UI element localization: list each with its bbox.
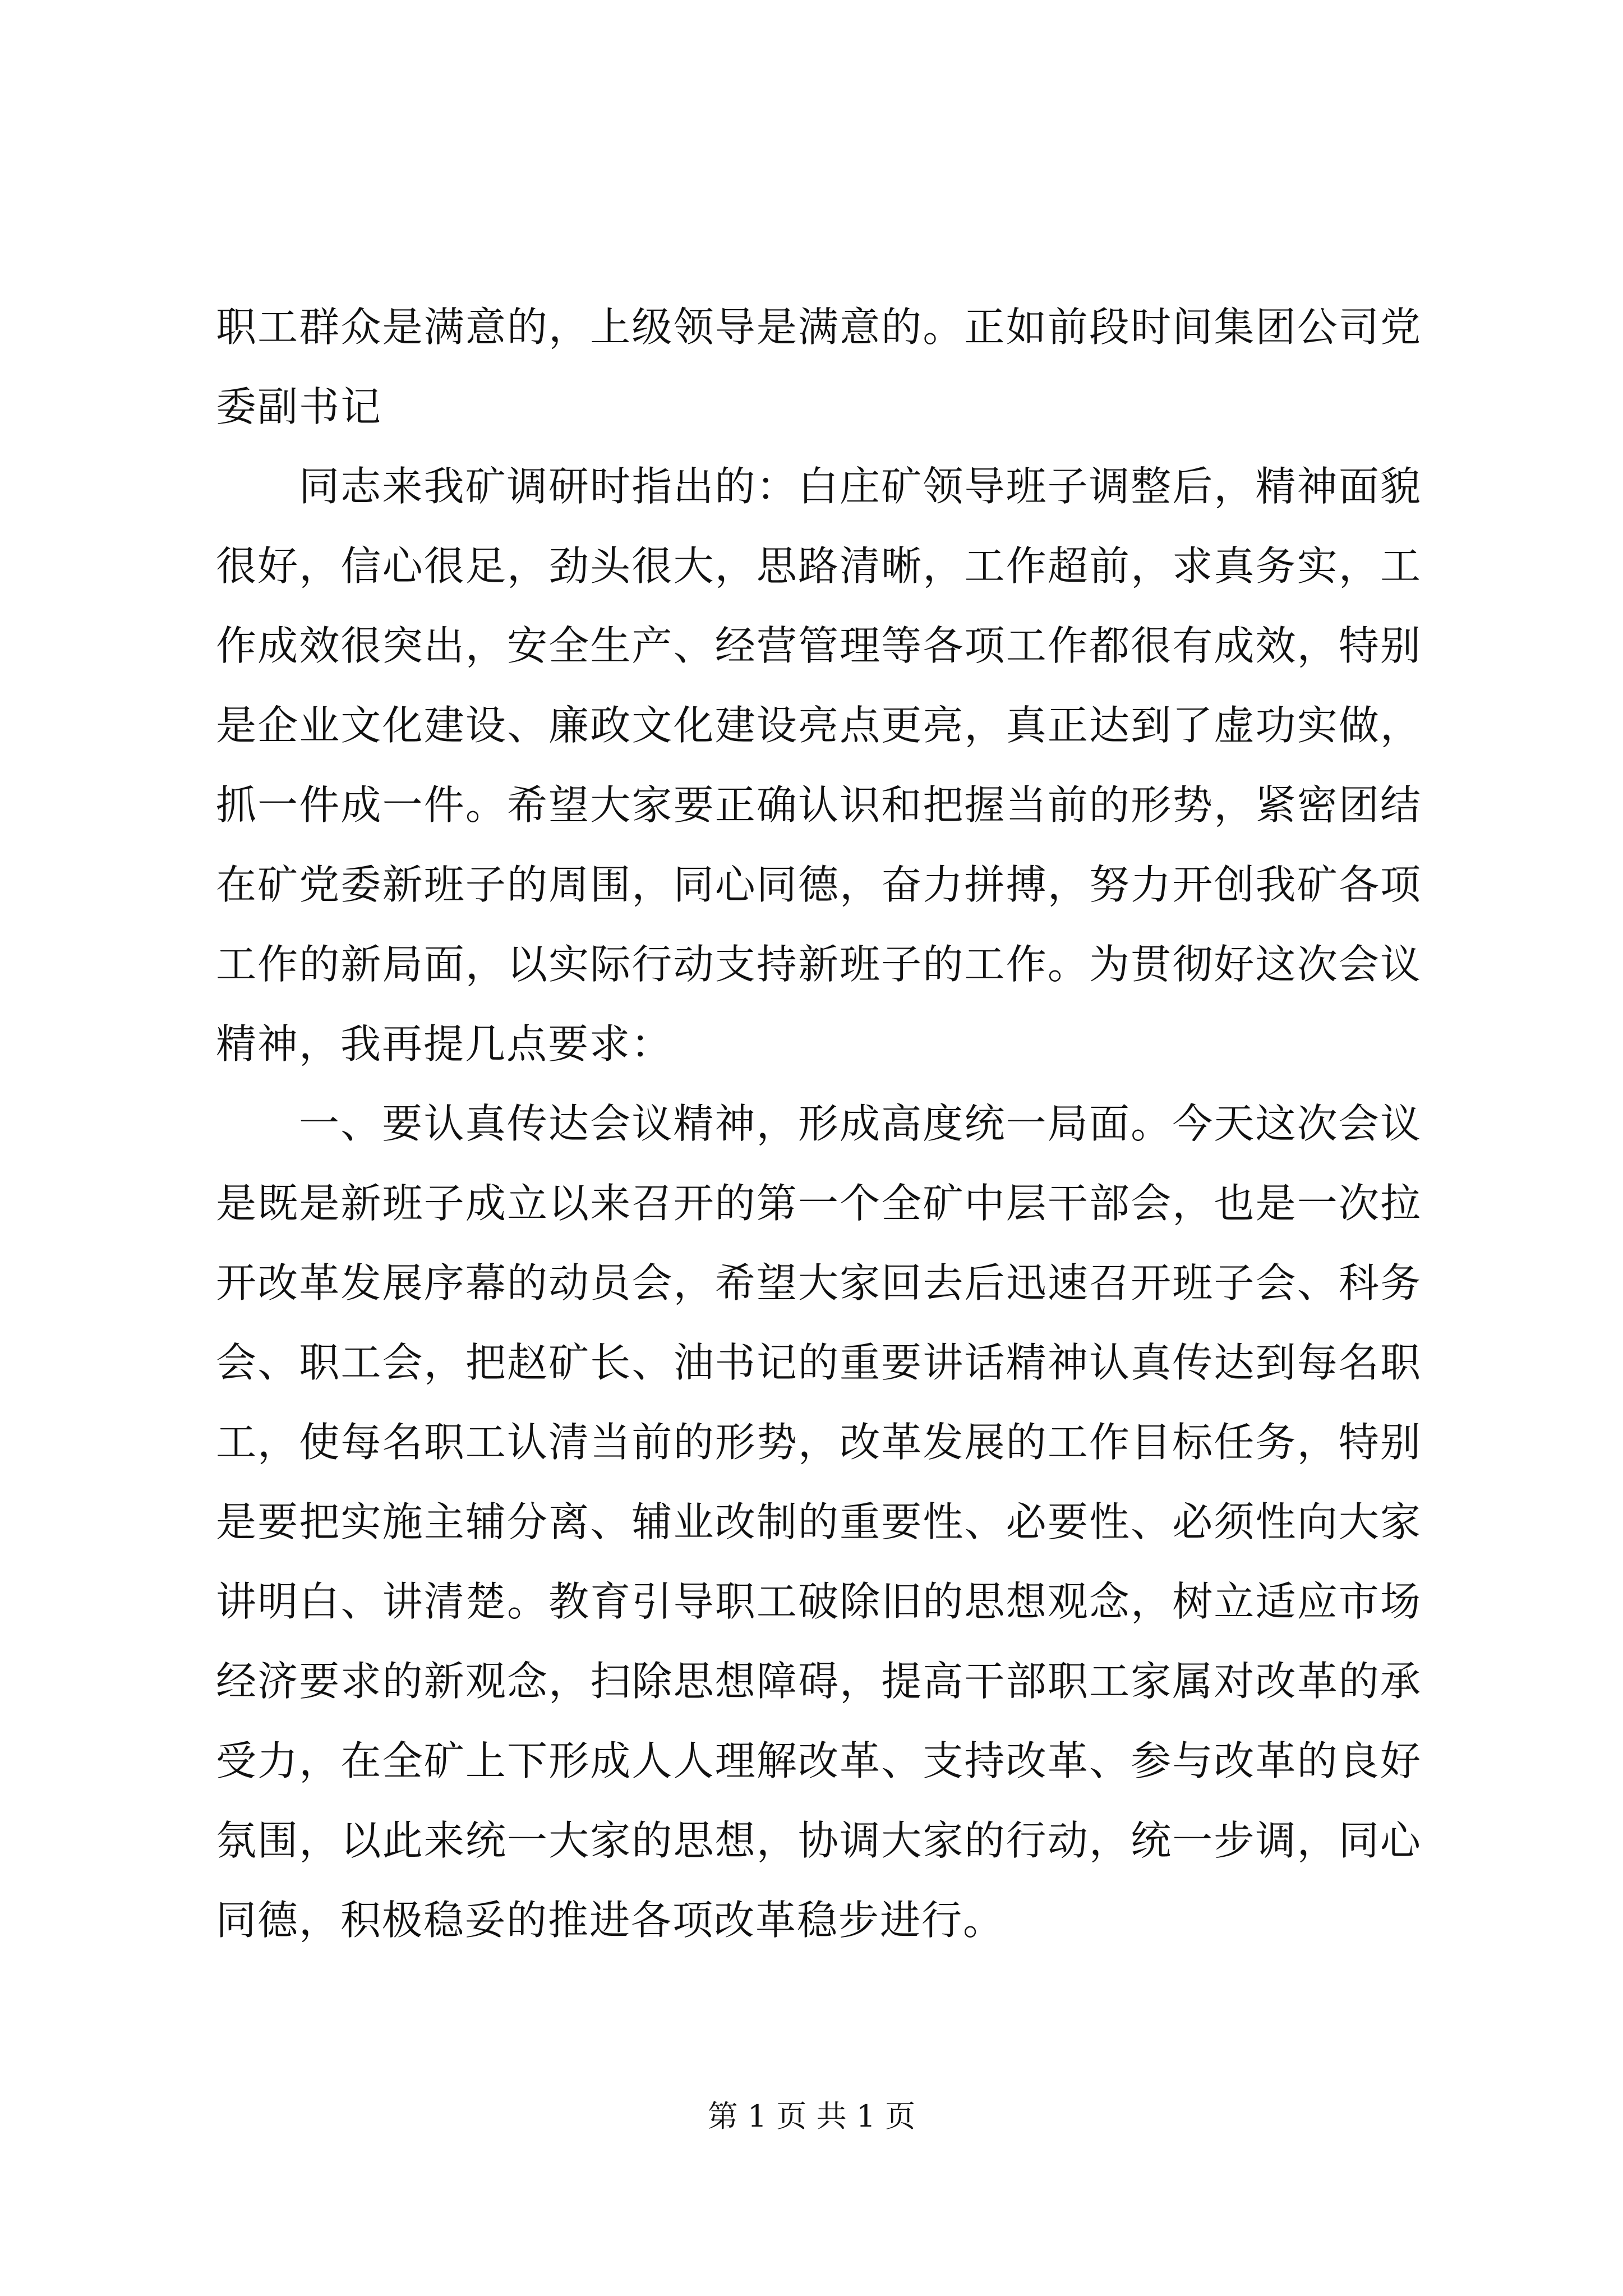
paragraph-2: 同志来我矿调研时指出的：白庄矿领导班子调整后，精神面貌很好，信心很足，劲头很大，思路清晰，工作超前，求真务实，工作成效很突出，安全生产、经营管理等各项工作都很有成效，特别是企业文化建设、廉政文化建设亮点更亮，真正达到了虚功实做，抓一件成一件。希望大家要正确认识和把握当前的形势，紧密团结在矿党委新班子的周围，同心同德，奋力拼搏，努力开创我矿各项工作的新局面，以实际行动支持新班子的工作。为贯彻好这次会议精神，我再提几点要求：	[216, 463, 1422, 1068]
document-body	[216, 287, 1422, 1960]
page-footer: 第 1 页 共 1 页	[707, 2099, 916, 2134]
paragraph-3: 一、要认真传达会议精神，形成高度统一局面。今天这次会议是既是新班子成立以来召开的第一个全矿中层干部会，也是一次拉开改革发展序幕的动员会，希望大家回去后迅速召开班子会、科务会、职工会，把赵矿长、油书记的重要讲话精神认真传达到每名职工，使每名职工认清当前的形势，改革发展的工作目标任务，特别是要把实施主辅分离、辅业改制的重要性、必要性、必须性向大家讲明白、讲清楚。教育引导职工破除旧的思想观念，树立适应市场经济要求的新观念，扫除思想障碍，提高干部职工家属对改革的承受力，在全矿上下形成人人理解改革、支持改革、参与改革的良好氛围，以此来统一大家的思想，协调大家的行动，统一步调，同心同德，积极稳妥的推进各项改革稳步进行。	[216, 1100, 1422, 1944]
paragraph-1: 职工群众是满意的，上级领导是满意的。正如前段时间集团公司党委副书记	[216, 303, 1422, 430]
